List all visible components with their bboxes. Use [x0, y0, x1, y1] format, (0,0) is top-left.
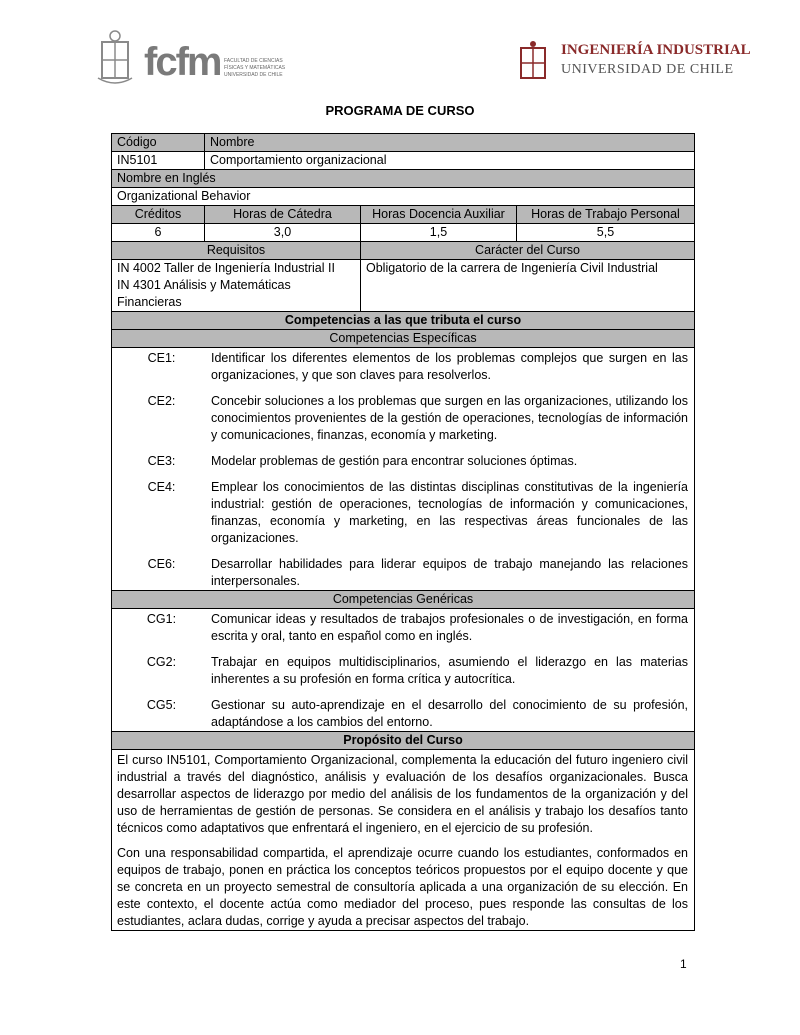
- especificas-heading: Competencias Específicas: [329, 331, 477, 345]
- competencias-heading: Competencias a las que tributa el curso: [284, 313, 522, 327]
- nombre-value: Comportamiento organizacional: [204, 152, 694, 169]
- horas-catedra-label: Horas de Cátedra: [204, 206, 360, 223]
- horas-auxiliar-value: 1,5: [360, 224, 516, 241]
- fcfm-logo: [94, 28, 294, 92]
- competencia-item: [112, 611, 694, 645]
- fcfm-emblem-icon: [94, 28, 142, 88]
- document-title: PROGRAMA DE CURSO: [325, 103, 475, 118]
- nombre-ingles-value: Organizational Behavior: [117, 189, 251, 203]
- competencia-text: Comunicar ideas y resultados de trabajos profesionales o de investigación, en forma escrita y oral, tanto en español como en inglés.: [211, 612, 688, 643]
- competencia-item: [112, 556, 694, 590]
- header-row-requisitos: [112, 242, 694, 260]
- ii-logo-title: INGENIERÍA INDUSTRIAL: [561, 42, 751, 58]
- competencia-text: Concebir soluciones a los problemas que surgen en las organizaciones, utilizando los conocimientos provenientes de la gestión de operaciones, tecnologías de información y comunicaciones, finanzas, economía y marketing.: [211, 394, 688, 442]
- especificas-heading-row: [112, 330, 694, 348]
- row-horas: [112, 224, 694, 242]
- proposito-heading: Propósito del Curso: [343, 733, 463, 747]
- requisito-line: IN 4002 Taller de Ingeniería Industrial II: [117, 261, 335, 275]
- genericas-heading-row: [112, 591, 694, 609]
- competencia-item: [112, 453, 694, 470]
- horas-personal-value: 5,5: [516, 224, 694, 241]
- competencia-text: Emplear los conocimientos de las distintas disciplinas constitutivas de la ingeniería industrial: gestión de operaciones, tecnologías de información y comunicaciones, finanzas, economía y marketing, en las respectivas áreas funcionales de las organizaciones.: [211, 480, 688, 545]
- nombre-ingles-label: Nombre en Inglés: [117, 171, 216, 185]
- requisitos-value: [112, 260, 360, 311]
- requisitos-label: Requisitos: [206, 243, 266, 257]
- competencia-code: CG2:: [146, 655, 177, 669]
- header-row-horas: [112, 206, 694, 224]
- especificas-list-row: [112, 348, 694, 591]
- competencia-code: CG5:: [146, 698, 177, 712]
- proposito-body: [112, 750, 694, 930]
- course-table: [111, 133, 695, 931]
- competencia-text: Modelar problemas de gestión para encontrar soluciones óptimas.: [211, 454, 578, 468]
- requisito-line: IN 4301 Análisis y Matemáticas: [117, 278, 291, 292]
- creditos-label: Créditos: [134, 207, 182, 221]
- competencia-item: [112, 350, 694, 384]
- horas-catedra-value: 3,0: [204, 224, 360, 241]
- competencia-code: CG1:: [146, 612, 177, 626]
- caracter-label: Carácter del Curso: [360, 242, 694, 259]
- horas-personal-label: Horas de Trabajo Personal: [516, 206, 694, 223]
- fcfm-logo-text: fcfm: [144, 40, 221, 84]
- competencia-text: Desarrollar habilidades para liderar equipos de trabajo manejando las relaciones interpersonales.: [211, 557, 688, 588]
- competencia-text: Gestionar su auto-aprendizaje en el desarrollo del conocimiento de su profesión, adaptándose a los cambios del entorno.: [211, 698, 688, 729]
- proposito-body-row: [112, 750, 694, 930]
- proposito-paragraph: El curso IN5101, Comportamiento Organizacional, complementa la educación del futuro ingeniero civil industrial a través del diagnóstico, análisis y evaluación de los desafíos organizacionales. Busca desarrollar aspectos de liderazgo por medio del análisis de los fundamentos de la organización y del uso de herramientas de gestión de personas. Se considera en el análisis y trabajo los desafíos tanto técnicos como adaptativos que enfrentará el ingeniero, en el ejercicio de su profesión.: [117, 753, 688, 835]
- row-codigo-nombre: [112, 152, 694, 170]
- requisito-line: Financieras: [117, 295, 182, 309]
- genericas-list: [112, 609, 694, 731]
- row-requisitos: [112, 260, 694, 312]
- especificas-list: [112, 348, 694, 590]
- genericas-heading: Competencias Genéricas: [332, 592, 474, 606]
- competencia-code: CE3:: [147, 454, 176, 468]
- header-row-nombre-ingles: [112, 170, 694, 188]
- competencia-item: [112, 479, 694, 547]
- codigo-value: IN5101: [117, 153, 158, 167]
- university-emblem-icon: [517, 40, 553, 84]
- competencia-code: CE6:: [147, 557, 176, 571]
- competencia-item: [112, 393, 694, 444]
- page-number: 1: [680, 957, 687, 971]
- fcfm-logo-subtitle: FACULTAD DE CIENCIAS FÍSICAS Y MATEMÁTICAS UNIVERSIDAD DE CHILE: [224, 58, 286, 78]
- ingenieria-industrial-logo: [517, 40, 751, 88]
- header-row-codigo-nombre: [112, 134, 694, 152]
- codigo-label: Código: [117, 135, 157, 149]
- creditos-value: 6: [154, 225, 162, 239]
- genericas-list-row: [112, 609, 694, 732]
- row-nombre-ingles: [112, 188, 694, 206]
- competencia-code: CE2:: [147, 394, 176, 408]
- proposito-paragraph: Con una responsabilidad compartida, el aprendizaje ocurre cuando los estudiantes, conformados en equipos de trabajo, ponen en práctica los conceptos teóricos propuestos por el equipo docente y que se concreta en un proyecto semestral de consultoría aplicada a una organización de su elección. En este contexto, el docente actúa como mediador del proceso, pues responde las consultas de los estudiantes, aclara dudas, corrige y ayuda a precisar aspectos del trabajo.: [117, 846, 688, 928]
- competencia-code: CE1:: [147, 351, 176, 365]
- competencia-text: Trabajar en equipos multidisciplinarios, asumiendo el liderazgo en las materias inherentes a su profesión en forma crítica y autocrítica.: [211, 655, 688, 686]
- competencia-text: Identificar los diferentes elementos de los problemas complejos que surgen en las organizaciones, y que son claves para resolverlos.: [211, 351, 688, 382]
- ii-logo-subtitle: UNIVERSIDAD DE CHILE: [561, 62, 734, 77]
- competencias-heading-row: [112, 312, 694, 330]
- competencia-item: [112, 697, 694, 731]
- proposito-heading-row: [112, 732, 694, 750]
- caracter-value: Obligatorio de la carrera de Ingeniería Civil Industrial: [360, 260, 694, 311]
- competencia-code: CE4:: [147, 480, 176, 494]
- horas-auxiliar-label: Horas Docencia Auxiliar: [360, 206, 516, 223]
- nombre-label: Nombre: [204, 134, 694, 151]
- competencia-item: [112, 654, 694, 688]
